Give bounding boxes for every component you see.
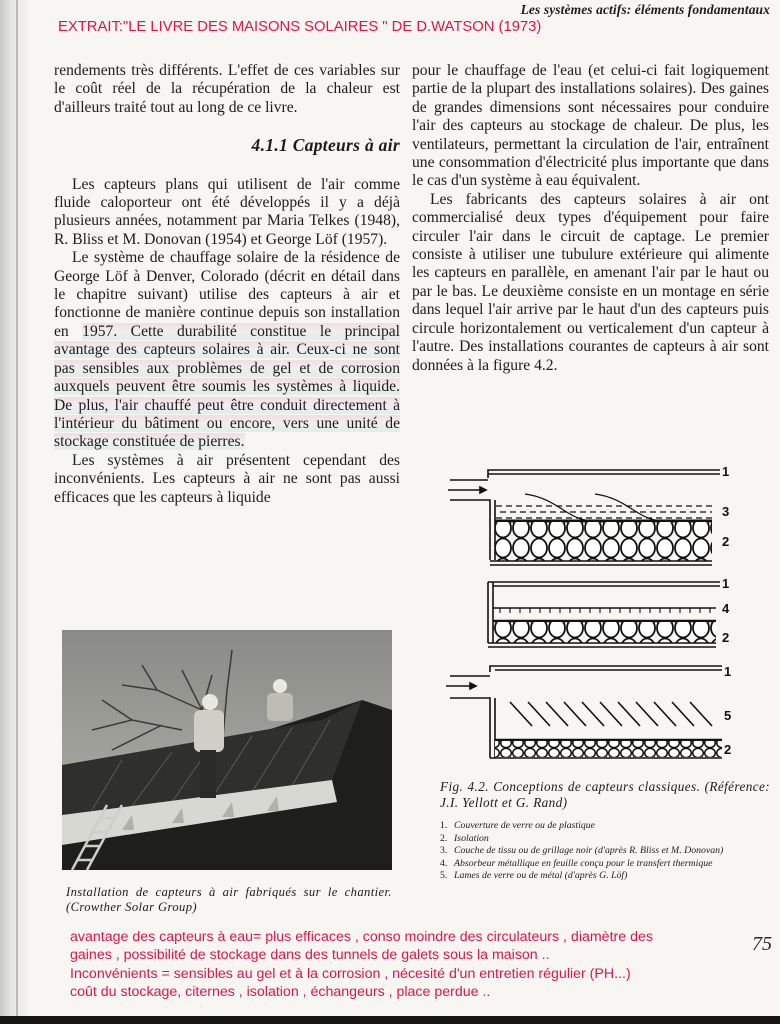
annotation-notes [70, 928, 780, 1002]
design-c-glass-slats [446, 666, 722, 758]
slats [510, 702, 712, 726]
book-spine-shadow [0, 0, 28, 1024]
book-spine-edge [16, 0, 18, 1024]
note-line: gaines , possibilité de stockage dans des tunnels de galets sous la maison .. [70, 947, 550, 964]
label-1: 1 [724, 664, 732, 679]
paragraph: Les systèmes à air présentent cependant des inconvénients. Les capteurs à air ne sont pas aussi efficaces que les capteurs à liquide [54, 451, 400, 506]
fabric-layer [496, 506, 712, 518]
paragraph: rendements très différents. L'effet de ces variables sur le coût réel de la récupération de la chaleur est d'ailleurs traité tout au long de ce livre. [54, 62, 400, 116]
label-2: 2 [722, 534, 730, 549]
insulation [495, 741, 722, 757]
highlighted-passage: 1957. Cette durabilité constitue le principal avantage des capteurs solaires à air. Ceux-ci ne sont pas sensibles aux problèmes de gel et de corrosion auxquels peuvent être soumis les systèmes à liquide. De plus, l'air chauffé peut être conduit directement à l'intérieur du bâtiment ou encore, vers une unité de stockage constituée de pierres. [54, 322, 401, 451]
legend-item: 5. Lames de verre ou de métal (d'après G. Löf) [440, 870, 628, 882]
paragraph: Les capteurs plans qui utilisent de l'air comme fluide caloporteur ont été développés il y a déjà plusieurs années, notamment par Maria Telkes (1948), R. Bliss et M. Donovan (1954) et George Löf (1957). [54, 175, 400, 248]
legend-item: 4. Absorbeur métallique en feuille conçu pour le transfert thermique [440, 857, 713, 869]
label-1: 1 [722, 464, 730, 479]
figure-caption: Fig. 4.2. Conceptions de capteurs classiques. (Référence: J.I. Yellott et G. Rand) [440, 779, 770, 810]
paragraph [54, 249, 400, 451]
glazing-cover [488, 470, 720, 478]
label-1: 1 [722, 576, 730, 591]
label-3: 3 [722, 504, 730, 519]
right-column [412, 62, 769, 375]
design-b-metal-absorber [488, 582, 720, 647]
paragraph: Les fabricants des capteurs solaires à air ont commercialisé deux types d'équipement pour faire circuler l'air dans le circuit de captage. Le premier consiste à utiliser une tubulure extérieure qui alimente les capteurs en parallèle, en amenant l'air par le haut ou par le bas. Le deuxième consiste en un montage en série dans lequel l'air arrive par le haut d'un des capteurs puis circule horizontalement ou verticalement d'un capteur à l'autre. Des installations courantes de capteurs à air sont données à la figure 4.2. [412, 190, 769, 374]
label-5: 5 [724, 708, 732, 723]
paragraph-text: Le système de chauffage solaire de la résidence de George Löf à Denver, Colorado (décrit en détail dans le chapitre suivant) utilise des capteurs à air et fonctionne de manière continue depuis son installation en [54, 249, 400, 340]
legend-item: 2. Isolation [440, 832, 489, 844]
design-a-fabric-collector [448, 470, 720, 565]
rooftop-installation-photo [62, 630, 392, 870]
left-column [54, 62, 400, 507]
photo-caption: Installation de capteurs à air fabriqués sur le chantier. (Crowther Solar Group) [66, 885, 392, 914]
label-2: 2 [724, 742, 732, 757]
label-2: 2 [722, 630, 730, 645]
legend-item: 3. Couche de tissu ou de grillage noir (d'après R. Bliss et M. Donovan) [440, 845, 724, 857]
paragraph: pour le chauffage de l'eau (et celui-ci fait logiquement partie de la plupart des installations solaires). Des gaines de grandes dimensions sont nécessaires pour conduire l'air des capteurs au stockage de chaleur. De plus, les ventilateurs, permettant la circulation de l'air, entraînent une consommation d'électricité plus importante que dans le cas d'un système à eau équivalent. [412, 62, 769, 190]
label-4: 4 [722, 601, 730, 616]
legend-item: 1. Couverture de verre ou de plastique [440, 820, 596, 831]
note-line: avantage des capteurs à eau= plus efficaces , conso moindre des circulateurs , diamètre des [70, 929, 653, 945]
section-heading: 4.1.1 Capteurs à air [251, 135, 400, 156]
insulation [493, 622, 716, 643]
figure-legend [440, 820, 770, 883]
insulation [495, 522, 712, 561]
scan-bottom-edge [0, 1016, 780, 1024]
note-line: coût du stockage, citernes , isolation , échangeurs , place perdue .. [70, 984, 491, 1001]
page-number: 75 [752, 933, 772, 955]
running-head: Les systèmes actifs: éléments fondamentaux [520, 2, 770, 17]
collector-designs-figure [440, 458, 740, 778]
glazing-cover [490, 666, 722, 672]
annotation-title: EXTRAIT:"LE LIVRE DES MAISONS SOLAIRES " DE D.WATSON (1973) [58, 19, 542, 35]
note-line: Inconvénients = sensibles au gel et à la corrosion , nécesité d'un entretien régulier (PH...) [70, 965, 631, 982]
